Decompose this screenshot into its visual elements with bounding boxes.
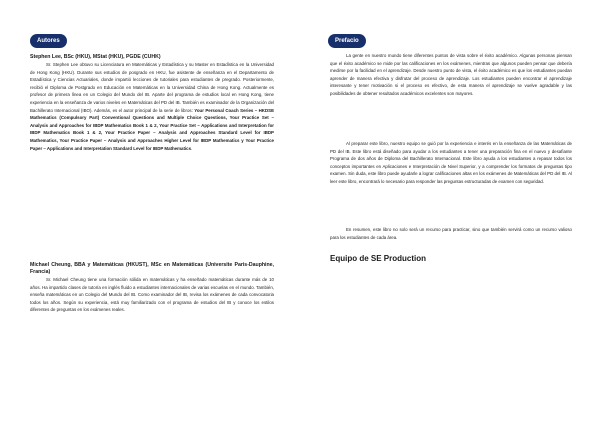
author1-bio-intro: Sr. Stephen Lee obtuvo su Licenciatura en Matemáticas y Estadística y su Master en Estadística en la Universidad de Hong Kong (HKU). Durante sus estudios de posgrado en HKU, fue asistente de enseñanza en el Departamento de Estadística y Ciencias Actuariales, donde impartió lecciones de tutoriales para estudiantes de pregrado. Posteriormente, recibió el Diploma de Postgrado en Educación en Matemáticas en la Universidad China de Hong Kong. Actualmente es profesor de primera línea en un Colegio del Mundo del IB. Aparte del programa de estudios local en Hong Kong, tiene experiencia en la enseñanza de varios niveles en Matemáticas del PD del IB. También es examinador de la Organización del Bachillerato Internacional (IBO). Además, es el autor principal de la serie de libros: — [30, 62, 274, 113]
author2-section — [30, 262, 274, 314]
author1-bio — [30, 61, 274, 152]
preface-paragraph-1: La gente en nuestro mundo tiene diferentes puntos de vista sobre el éxito académico. Algunas personas piensan que el éxito académico se mide por las calificaciones en los exámenes, mientras que algunos pueden pensar que debería medirse por la facilidad en el aprendizaje. Desde nuestro punto de vista, el éxito académico es que los estudiantes puedan aprender de manera efectiva y disfrutar del proceso de aprendizaje. Los estudiantes pueden encontrar el aprendizaje interesante y tener motivación si el proceso es efectivo, de esta manera el aprendizaje se vuelve agradable y las posibilidades de obtener resultados académicos excelentes son mayores. — [330, 53, 572, 96]
team-signature-heading: Equipo de SE Production — [330, 254, 426, 263]
author1-section — [30, 54, 274, 152]
authors-badge: Autores — [30, 34, 67, 48]
preface-paragraph-3: En resumen, este libro no solo será un recurso para practicar, sino que también servirá como un recurso valioso para los estudiantes de cada área. — [330, 227, 572, 240]
author1-bio-end: . — [191, 145, 193, 151]
author1-bio-books: Your Personal Coach Series – HKDSE Mathematics (Compulsory Part) Conventional Questions and Multiple Choice Questions, Your Practice Set – Analysis and Approaches for IBDP Mathematics Book 1 & 2, Your Practice Set – Applications and Interpretation for IBDP Mathematics Book 1 & 2, Your Practice Paper – Analysis and Approaches Standard Level for IBDP Mathematics, Your Practice Paper – Analysis and Approaches Higher Level for IBDP Mathematics y Your Practice Paper – Applications and Interpretation Standard Level for IBDP Mathematics — [30, 107, 275, 151]
preface-paragraph-2: Al preparar este libro, nuestro equipo se guió por la experiencia e interés en la enseñanza de las Matemáticas de PD del IB. Este libro está diseñado para ayudar a los estudiantes a tener una preparación fina en el nuevo y desafiante Programa de dos años de Diploma del Bachillerato Internacional. Este libro ayuda a los estudiantes a repasar todos los conceptos importantes en Aplicaciones e Interpretación de Nivel Superior, y a comprender los formatos de preguntas tipo examen. Sin duda, este libro puede ayudarle a lograr calificaciones altas en los exámenes de Matemáticas del PD del IB. Al leer este libro, encontrará lo necesario para responder las preguntas estructuradas de examen con seguridad. — [330, 141, 572, 184]
author1-name: Stephen Lee, BSc (HKU), MStat (HKU), PGDE (CUHK) — [30, 54, 161, 60]
author2-bio: Sr. Michael Cheung tiene una formación sólida en matemáticas y ha enseñado matemáticas durante más de 10 años. Ha impartido clases de tutoría en inglés fluido a estudiantes internacionales de varias escuelas en el mundo. También, enseña matemáticas en un Colegio del Mundo del IB. Como examinador del IB, revisa los exámenes de cada convocatoria todos los años. Según su experiencia, está muy familiarizado con el programa de estudios del IB y conoce los estilos diferentes de preguntas en los exámenes reales. — [30, 277, 274, 313]
author2-name: Michael Cheung, BBA y Matemáticas (HKUST), MSc en Matemáticas (Universite Paris-Dauphine, Francia) — [30, 262, 274, 275]
right-page — [300, 0, 600, 424]
preface-badge: Prefacio — [328, 34, 366, 48]
